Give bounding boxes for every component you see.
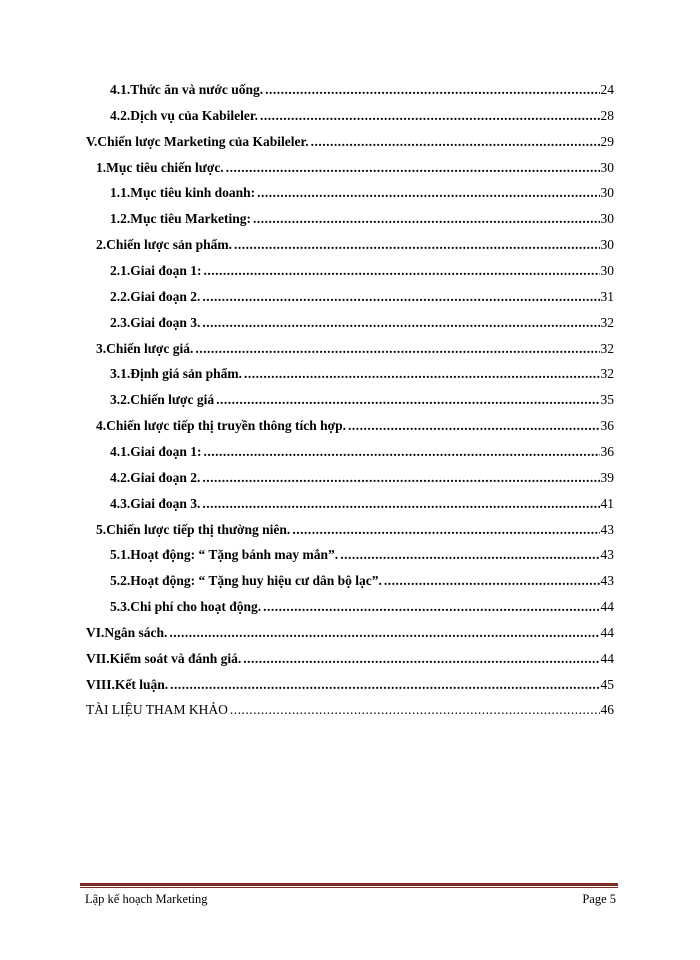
toc-entry-page: 43 — [600, 573, 614, 589]
toc-entry[interactable] — [96, 416, 614, 436]
toc-entry-number: 1. — [96, 159, 107, 175]
toc-entry-title: Ngân sách. — [104, 624, 168, 640]
toc-entry-page: 39 — [600, 469, 614, 485]
toc-entry-page: 32 — [600, 366, 614, 382]
toc-entry-number: 4.1. — [110, 82, 131, 97]
toc-dot-leader — [243, 649, 599, 669]
toc-entry-page: 45 — [600, 676, 614, 692]
toc-entry-title: Giai đoạn 2. — [130, 288, 201, 304]
toc-entry-page: 29 — [600, 133, 614, 149]
toc-dot-leader — [257, 183, 599, 203]
toc-entry-page: 43 — [600, 521, 614, 537]
toc-entry-title: Hoạt động: “ Tặng bánh may mắn”. — [130, 547, 339, 563]
toc-entry-page: 31 — [600, 288, 614, 304]
toc-entry-page: 32 — [600, 314, 614, 330]
toc-entry-title: Chiến lược tiếp thị thường niên. — [106, 521, 291, 537]
toc-entry-page: 41 — [600, 495, 614, 511]
toc-dot-leader — [230, 700, 600, 720]
toc-entry-page: 30 — [600, 263, 614, 278]
toc-entry-number: 4.1. — [110, 443, 131, 459]
toc-entry-number: VI. — [86, 624, 105, 640]
toc-entry-title: Mục tiêu kinh doanh: — [130, 185, 256, 201]
toc-entry-title: Giai đoạn 3. — [130, 495, 201, 511]
toc-entry-title: TÀI LIỆU THAM KHẢO — [86, 702, 228, 718]
toc-entry[interactable] — [110, 287, 614, 307]
toc-entry[interactable] — [86, 132, 614, 152]
toc-entry-number: 2.1. — [110, 263, 131, 278]
toc-entry-page: 32 — [600, 340, 614, 356]
toc-dot-leader — [263, 597, 599, 617]
toc-entry-title: Mục tiêu chiến lược. — [106, 159, 224, 175]
toc-entry-title: Giai đoạn 1: — [130, 443, 202, 459]
toc-dot-leader — [384, 571, 600, 591]
toc-entry-page: 36 — [600, 418, 614, 434]
toc-entry-number: 2.2. — [110, 288, 131, 304]
toc-dot-leader — [170, 675, 599, 695]
toc-dot-leader — [169, 623, 599, 643]
toc-entry-number: 5.3. — [110, 599, 131, 614]
toc-dot-leader — [202, 494, 599, 514]
toc-entry-title: Hoạt động: “ Tặng huy hiệu cư dân bộ lạc”. — [130, 573, 382, 589]
toc-entry-title: Kiểm soát và đánh giá. — [109, 650, 242, 666]
toc-dot-leader — [244, 364, 599, 384]
toc-entry[interactable] — [110, 545, 614, 565]
toc-entry-page: 46 — [600, 702, 614, 718]
toc-entry[interactable] — [96, 235, 614, 255]
footer-page-number: Page 5 — [582, 892, 616, 906]
toc-entry[interactable] — [110, 313, 614, 333]
toc-entry-page: 43 — [600, 547, 614, 563]
toc-entry[interactable] — [110, 261, 614, 281]
toc-entry[interactable] — [110, 106, 614, 126]
toc-dot-leader — [260, 106, 599, 126]
toc-entry-number: 3.1. — [110, 366, 131, 382]
toc-entry[interactable] — [96, 339, 614, 359]
toc-entry-page: 30 — [600, 237, 614, 253]
toc-entry-title: Chiến lược tiếp thị truyền thông tích hợp. — [106, 418, 346, 434]
toc-entry-page: 30 — [600, 185, 614, 201]
toc-entry-title: Thức ăn và nước uống. — [130, 82, 264, 97]
toc-entry[interactable] — [86, 700, 614, 720]
toc-entry-number: 5.1. — [110, 547, 131, 563]
toc-dot-leader — [204, 261, 600, 281]
toc-entry-number: 4.2. — [110, 107, 131, 123]
toc-entry[interactable] — [86, 623, 614, 643]
toc-dot-leader — [216, 390, 599, 410]
toc-entry[interactable] — [110, 494, 614, 514]
toc-entry-title: Dịch vụ của Kabileler. — [130, 107, 259, 123]
toc-entry[interactable] — [110, 80, 614, 100]
toc-dot-leader — [234, 235, 600, 255]
toc-entry-number: V. — [86, 133, 98, 149]
toc-entry-number: 2.3. — [110, 314, 131, 330]
toc-entry-number: VIII. — [86, 676, 115, 692]
toc-entry-page: 24 — [600, 82, 614, 97]
footer-rule-thin — [80, 887, 618, 888]
toc-dot-leader — [195, 339, 599, 359]
toc-entry[interactable] — [110, 442, 614, 462]
footer-rule-thick — [80, 883, 618, 886]
toc-entry-number: 2. — [96, 237, 107, 253]
toc-dot-leader — [226, 158, 600, 178]
toc-entry[interactable] — [86, 675, 614, 695]
toc-dot-leader — [202, 313, 599, 333]
toc-entry-number: 4. — [96, 418, 107, 434]
toc-entry-page: 36 — [600, 443, 614, 459]
toc-entry-title: Chiến lược Marketing của Kabileler. — [97, 133, 309, 149]
toc-dot-leader — [202, 468, 599, 488]
toc-entry-title: Kết luận. — [114, 676, 169, 692]
toc-dot-leader — [348, 416, 600, 436]
toc-entry-page: 30 — [600, 211, 614, 227]
toc-entry-title: Định giá sản phẩm. — [130, 366, 243, 382]
toc-entry-page: 28 — [600, 107, 614, 123]
toc-entry-title: Chiến lược giá. — [106, 340, 194, 356]
toc-entry-number: 4.3. — [110, 495, 131, 511]
toc-entry-number: VII. — [86, 650, 110, 666]
toc-entry[interactable] — [110, 390, 614, 410]
toc-entry-page: 35 — [600, 392, 614, 408]
toc-entry-title: Mục tiêu Marketing: — [130, 211, 251, 227]
toc-dot-leader — [311, 132, 600, 152]
footer-title: Lập kế hoạch Marketing — [85, 892, 208, 906]
toc-entry-page: 30 — [600, 159, 614, 175]
toc-entry[interactable] — [110, 468, 614, 488]
toc-entry-number: 5.2. — [110, 573, 131, 589]
toc-dot-leader — [202, 287, 599, 307]
toc-entry[interactable] — [110, 597, 614, 617]
toc-entry[interactable] — [110, 183, 614, 203]
toc-entry-number: 3. — [96, 340, 107, 356]
toc-entry-page: 44 — [600, 624, 614, 640]
toc-entry-title: Giai đoạn 2. — [130, 469, 201, 485]
toc-entry-title: Chiến lược giá — [130, 392, 215, 408]
toc-entry-number: 1.1. — [110, 185, 131, 201]
toc-entry-number: 1.2. — [110, 211, 131, 227]
toc-entry[interactable] — [86, 649, 614, 669]
toc-dot-leader — [204, 442, 600, 462]
toc-entry[interactable] — [96, 158, 614, 178]
toc-dot-leader — [265, 80, 599, 100]
toc-entry-page: 44 — [600, 650, 614, 666]
toc-entry-number: 5. — [96, 521, 107, 537]
toc-dot-leader — [292, 520, 599, 540]
toc-entry[interactable] — [110, 209, 614, 229]
toc-entry-number: 3.2. — [110, 392, 131, 408]
toc-dot-leader — [340, 545, 599, 565]
toc-entry[interactable] — [110, 364, 614, 384]
toc-entry-title: Chi phí cho hoạt động. — [130, 599, 262, 614]
toc-entry-title: Giai đoạn 3. — [130, 314, 201, 330]
toc-dot-leader — [253, 209, 600, 229]
toc-entry-page: 44 — [600, 599, 614, 614]
toc-entry-number: 4.2. — [110, 469, 131, 485]
toc-entry-title: Chiến lược sản phẩm. — [106, 237, 232, 253]
toc-entry[interactable] — [96, 520, 614, 540]
toc-entry[interactable] — [110, 571, 614, 591]
toc-entry-title: Giai đoạn 1: — [130, 263, 202, 278]
